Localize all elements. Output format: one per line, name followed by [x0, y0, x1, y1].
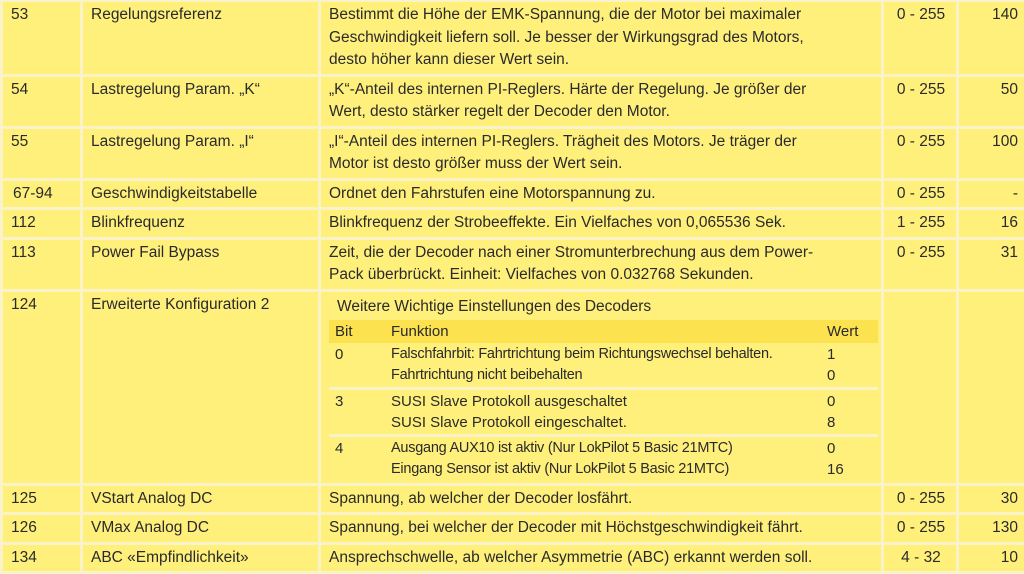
cv-number: 126: [2, 514, 82, 544]
cv-range: [883, 290, 958, 484]
cv-range: 1 - 255: [883, 209, 958, 239]
cv-default: -: [958, 179, 1024, 209]
cv-range: 0 - 255: [883, 127, 958, 179]
bit-function: SUSI Slave Protokoll ausgeschaltet SUSI Slave Protokoll eingeschaltet.: [385, 388, 821, 435]
bit-value: 1 0: [821, 343, 878, 389]
cv-range: 0 - 255: [883, 1, 958, 76]
cv-number: 113: [2, 238, 82, 290]
cv-number: 55: [2, 127, 82, 179]
cv-name: VStart Analog DC: [82, 484, 320, 514]
cv-range: 4 - 32: [883, 543, 958, 573]
cv-range: 0 - 255: [883, 179, 958, 209]
cv-name: VMax Analog DC: [82, 514, 320, 544]
cv-name: Blinkfrequenz: [82, 209, 320, 239]
cv-number: 53: [2, 1, 82, 76]
cv-default: 16: [958, 209, 1024, 239]
bit-value: 0 8: [821, 388, 878, 435]
bit-number: 3: [329, 388, 385, 435]
cv-range: 0 - 255: [883, 514, 958, 544]
cv-description-title: Weitere Wichtige Einstellungen des Decoders: [329, 294, 875, 320]
cv-default: 30: [958, 484, 1024, 514]
bit-header: Bit: [329, 320, 385, 343]
bit-function: Ausgang AUX10 ist aktiv (Nur LokPilot 5 Basic 21MTC) Eingang Sensor ist aktiv (Nur LokPilot 5 Basic 21MTC): [385, 435, 821, 481]
cv-name: Erweiterte Konfiguration 2: [82, 290, 320, 484]
cv-name: Regelungsreferenz: [82, 1, 320, 76]
cv-default: 50: [958, 75, 1024, 127]
cv-default: 31: [958, 238, 1024, 290]
bit-table-header: [329, 320, 878, 343]
table-row: [2, 238, 1024, 290]
cv-description: Spannung, bei welcher der Decoder mit Höchstgeschwindigkeit fährt.: [320, 514, 883, 544]
bit-value: 0 16: [821, 435, 878, 481]
cv-description: Spannung, ab welcher der Decoder losfährt.: [320, 484, 883, 514]
cv-description: Blinkfrequenz der Strobeeffekte. Ein Vielfaches von 0,065536 Sek.: [320, 209, 883, 239]
cv-number: 125: [2, 484, 82, 514]
cv-description: Ansprechschwelle, ab welcher Asymmetrie (ABC) erkannt werden soll.: [320, 543, 883, 573]
table-row: [2, 543, 1024, 573]
table-row: [2, 514, 1024, 544]
cv-number: 112: [2, 209, 82, 239]
cv-description: „I“-Anteil des internen PI-Reglers. Trägheit des Motors. Je träger der Motor ist desto größer muss der Wert sein.: [320, 127, 883, 179]
cv-description: „K“-Anteil des internen PI-Reglers. Härte der Regelung. Je größer der Wert, desto stärker regelt der Decoder den Motor.: [320, 75, 883, 127]
cv-name: ABC «Empfindlichkeit»: [82, 543, 320, 573]
table-row: [2, 75, 1024, 127]
cv-description: Ordnet den Fahrstufen eine Motorspannung zu.: [320, 179, 883, 209]
cv-name: Lastregelung Param. „K“: [82, 75, 320, 127]
cv-default: 100: [958, 127, 1024, 179]
cv-description: Bestimmt die Höhe der EMK-Spannung, die der Motor bei maximaler Geschwindigkeit liefern soll. Je besser der Wirkungsgrad des Motors, desto höher kann dieser Wert sein.: [320, 1, 883, 76]
table-row: [2, 179, 1024, 209]
bit-number: 4: [329, 435, 385, 481]
table-row: [2, 1, 1024, 76]
table-row: [2, 484, 1024, 514]
cv-number: 67-94: [2, 179, 82, 209]
function-header: Funktion: [385, 320, 821, 343]
bit-function: Falschfahrbit: Fahrtrichtung beim Richtungswechsel behalten. Fahrtrichtung nicht beibehalten: [385, 343, 821, 389]
value-header: Wert: [821, 320, 878, 343]
cv-default: 10: [958, 543, 1024, 573]
table-row: [2, 290, 1024, 484]
cv-description: [320, 290, 883, 484]
cv-name: Power Fail Bypass: [82, 238, 320, 290]
table-row: [2, 209, 1024, 239]
table-row: [2, 127, 1024, 179]
bit-table: [329, 320, 878, 481]
cv-range: 0 - 255: [883, 75, 958, 127]
cv-default: 130: [958, 514, 1024, 544]
cv-name: Geschwindigkeitstabelle: [82, 179, 320, 209]
cv-default: 140: [958, 1, 1024, 76]
cv-number: 134: [2, 543, 82, 573]
bit-row: [329, 435, 878, 481]
cv-number: 54: [2, 75, 82, 127]
cv-range: 0 - 255: [883, 484, 958, 514]
bit-row: [329, 388, 878, 435]
cv-description: Zeit, die der Decoder nach einer Stromunterbrechung aus dem Power- Pack überbrückt. Einheit: Vielfaches von 0.032768 Sekunden.: [320, 238, 883, 290]
cv-name: Lastregelung Param. „I“: [82, 127, 320, 179]
cv-number: 124: [2, 290, 82, 484]
cv-range: 0 - 255: [883, 238, 958, 290]
bit-number: 0: [329, 343, 385, 389]
cv-default: [958, 290, 1024, 484]
bit-row: [329, 343, 878, 389]
